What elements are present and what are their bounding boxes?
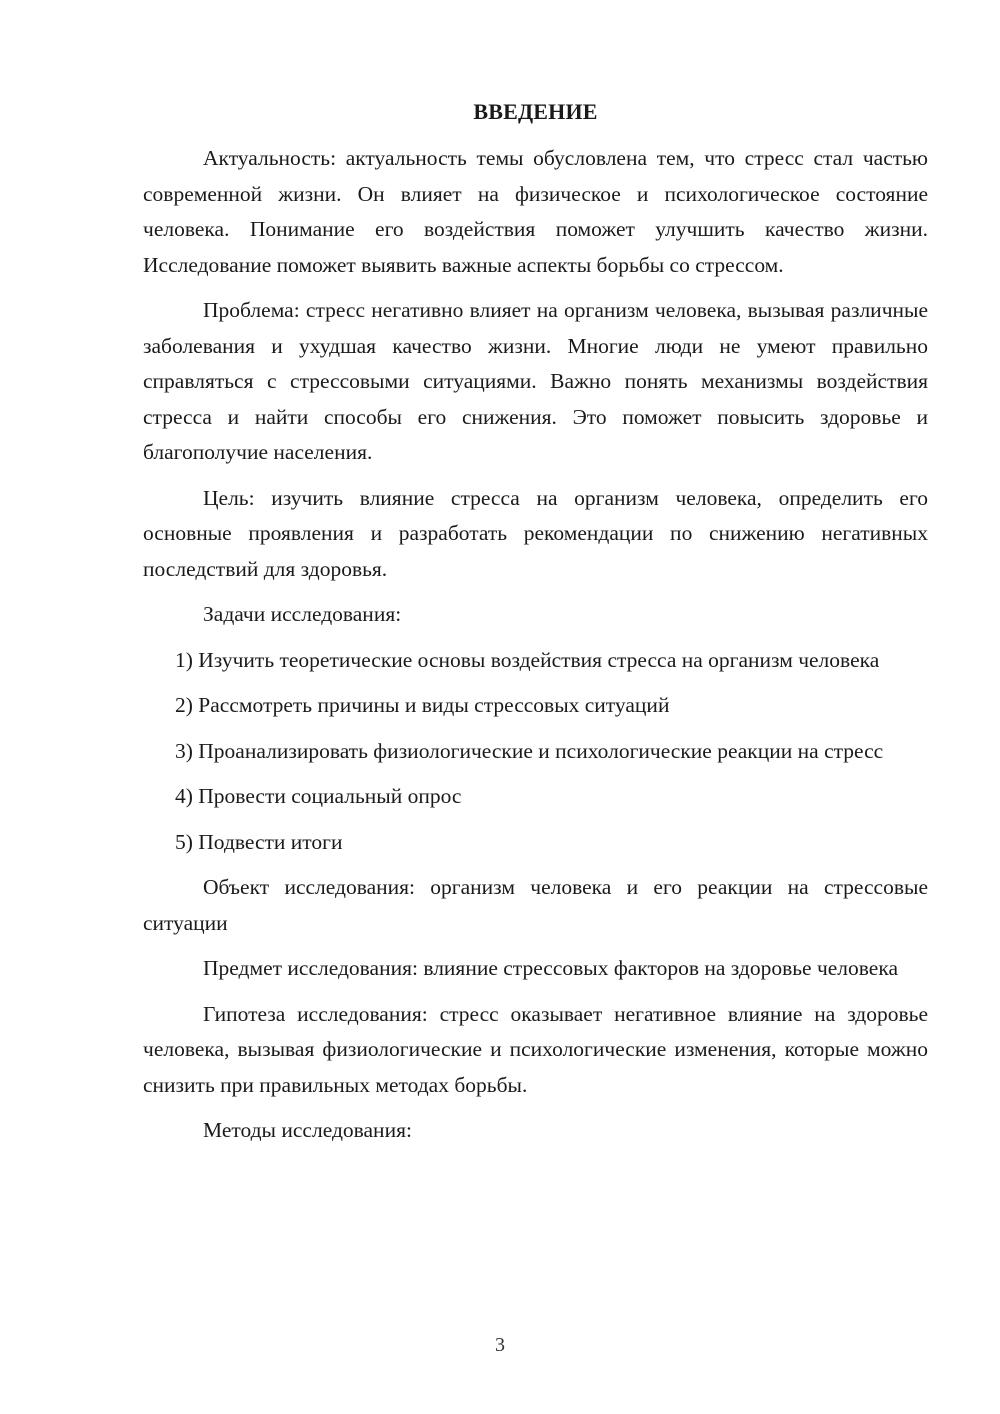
methods-heading: Методы исследования:	[203, 1118, 412, 1142]
task-item-4: 4) Провести социальный опрос	[175, 784, 462, 808]
tasks-heading: Задачи исследования:	[203, 602, 402, 626]
subject-paragraph: Предмет исследования: влияние стрессовых факторов на здоровье человека	[203, 956, 899, 980]
goal-paragraph: Цель: изучить влияние стресса на организм человека, определить его основные проявления и разработать рекомендации по снижению негативных последствий для здоровья.	[143, 485, 928, 581]
relevance-paragraph: Актуальность: актуальность темы обусловлена тем, что стресс стал частью современной жизни. Он влияет на физическое и психологическое состояние человека. Понимание его воздействия поможет улучшить качество жизни. Исследование поможет выявить важные аспекты борьбы со стрессом.	[143, 146, 928, 277]
task-item-1: 1) Изучить теоретические основы воздействия стресса на организм человека	[175, 647, 880, 672]
page-title: ВВЕДЕНИЕ	[473, 99, 598, 124]
document-page	[143, 94, 928, 1159]
task-item-3: 3) Проанализировать физиологические и психологические реакции на стресс	[175, 738, 884, 763]
hypothesis-paragraph: Гипотеза исследования: стресс оказывает негативное влияние на здоровье человека, вызывая физиологические и психологические изменения, которые можно снизить при правильных методах борьбы.	[143, 1001, 928, 1097]
page-number: 3	[495, 1334, 505, 1356]
problem-paragraph: Проблема: стресс негативно влияет на организм человека, вызывая различные заболевания и ухудшая качество жизни. Многие люди не умеют правильно справляться с стрессовыми ситуациями. Важно понять механизмы воздействия стресса и найти способы его снижения. Это поможет повысить здоровье и благополучие населения.	[143, 298, 928, 464]
task-item-5: 5) Подвести итоги	[175, 829, 343, 854]
object-paragraph: Объект исследования: организм человека и его реакции на стрессовые ситуации	[143, 875, 928, 935]
task-item-2: 2) Рассмотреть причины и виды стрессовых ситуаций	[175, 693, 670, 717]
